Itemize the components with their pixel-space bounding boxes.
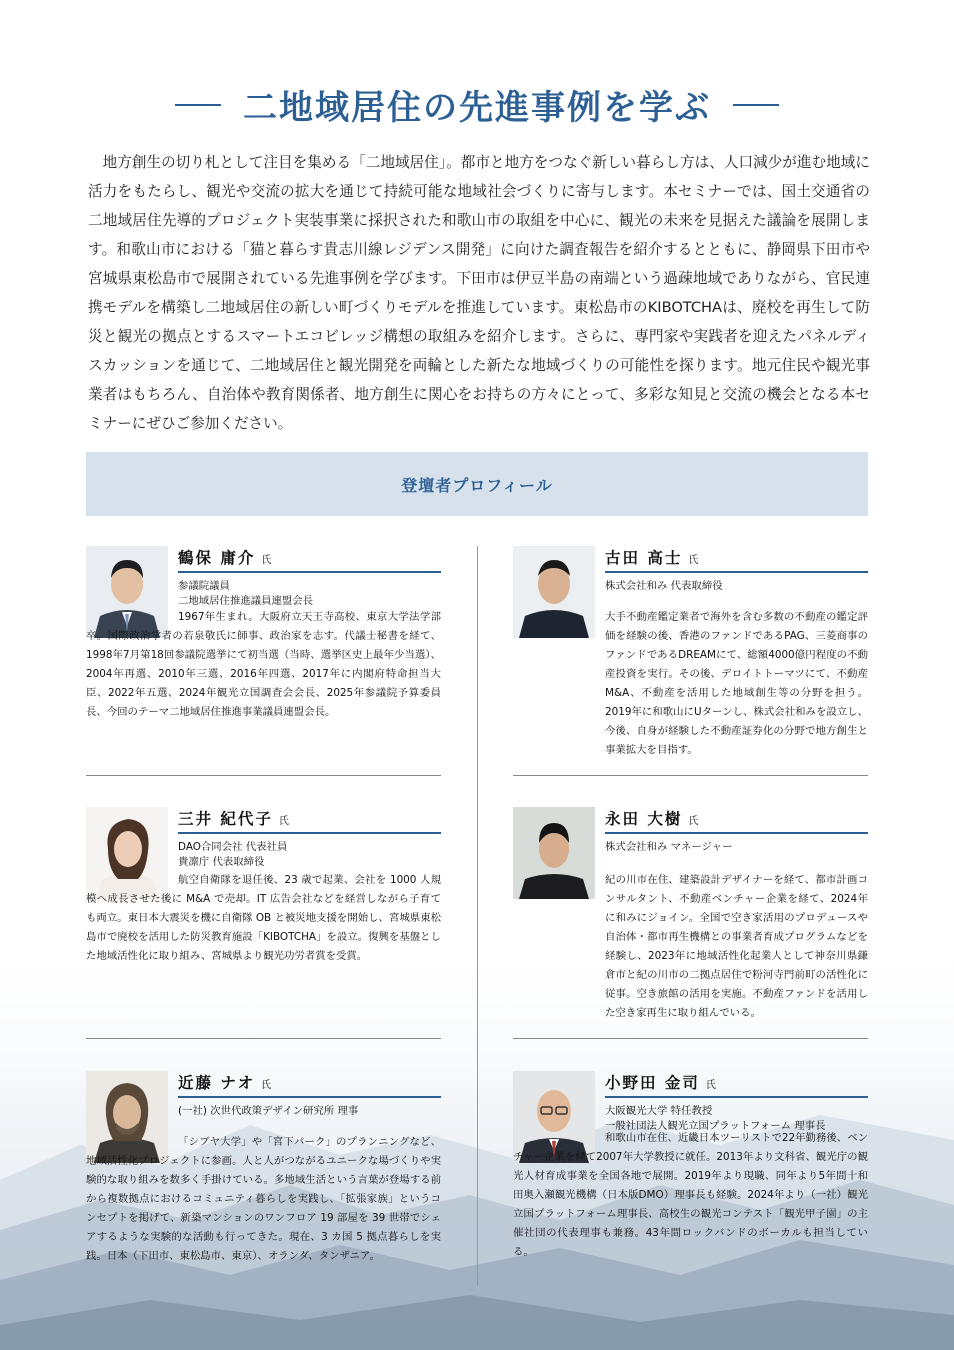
title-right-dash bbox=[733, 104, 779, 106]
speaker-name: 鶴保 庸介 bbox=[178, 549, 256, 567]
speaker-role: 株式会社和み マネージャー bbox=[605, 841, 733, 853]
title-left-dash bbox=[175, 104, 221, 106]
page-title: 二地域居住の先進事例を学ぶ bbox=[243, 88, 711, 128]
speaker-card bbox=[86, 546, 441, 766]
speaker-role: (一社) 次世代政策デザイン研究所 理事 bbox=[178, 1105, 359, 1117]
speaker-honorific: 氏 bbox=[278, 816, 289, 827]
speaker-roles bbox=[178, 579, 441, 609]
speaker-bio: 大手不動産鑑定業者で海外を含む多数の不動産の鑑定評価を経験の後、香港のファンドであるPAG、三菱商事のファンドであるDREAMにて、総額4000億円程度の不動産投資を実行。その後、デロイトトーマツにて、不動産M&A、不動産を活用した地域創生等の分野を担う。2019年に和歌山にUターンし、株式会社和みを設立し、今後、自身が経験した不動産証券化の分野で地方創生と事業拡大を目指す。 bbox=[605, 611, 868, 756]
speaker-card bbox=[86, 807, 441, 1017]
speaker-bio: 1967年生まれ。大阪府立天王寺高校、東京大学法学部卒。国際政治学者の若泉敬氏に師事、政治家を志す。代議士秘書を経て、1998年7月第18回参議院選挙にて初当選（当時、選挙区史上最年少当選）、2004年再選、2010年三選、2016年四選、2017年に内閣府特命担当大臣、2022年五選、2024年観光立国調査会会長、2025年参議院予算委員長、今回のテーマ二地域居住推進事業議員連盟会長。 bbox=[86, 611, 441, 718]
speaker-photo bbox=[513, 546, 595, 638]
speaker-card bbox=[513, 807, 868, 1017]
speaker-name-row bbox=[178, 807, 441, 834]
speaker-bio: 「シブヤ大学」や「宮下パーク」のプランニングなど、地域活性化プロジェクトに参画。人と人がつながるユニークな場づくりや実験的な取り組みを数多く手掛けている。多地域生活という言葉が登場する前から複数拠点におけるコミュニティ暮らしを実践し、「拡張家族」というコンセプトを掲げて、新築マンションのワンフロア 19 部屋を 39 世帯でシェアするような実験的な活動も行ってきた。現在、3 カ国 5 拠点暮らしを実践。日本（下田市、東松島市、東京）、オランダ、タンザニア。 bbox=[86, 1136, 441, 1262]
speaker-name-row bbox=[605, 546, 868, 573]
speaker-bio: 航空自衛隊を退任後、23 歳で起業、会社を 1000 人規模へ成長させた後に M&A で売却。IT 広告会社などを経営しながら子育ても両立。東日本大震災を機に自衛隊 OB と被災地支援を開始し、宮城県東松島市で廃校を活用した防災教育施設「KIBOTCHA」を設立。復興を基盤とした地域活性化に取り組み、宮城県より観光功労者賞を受賞。 bbox=[86, 874, 441, 962]
speaker-role: 参議院議員 bbox=[178, 580, 230, 592]
speaker-name-row bbox=[605, 1071, 868, 1098]
speaker-name: 永田 大樹 bbox=[605, 810, 683, 828]
speaker-honorific: 氏 bbox=[688, 555, 699, 566]
speaker-honorific: 氏 bbox=[261, 555, 272, 566]
speaker-name-row bbox=[605, 807, 868, 834]
speaker-honorific: 氏 bbox=[261, 1080, 272, 1091]
speaker-name: 近藤 ナオ bbox=[178, 1074, 256, 1092]
speaker-role: 大阪観光大学 特任教授 bbox=[605, 1105, 713, 1117]
speaker-bio: 和歌山市在住、近畿日本ツーリストで22年勤務後、ベンチャー企業を経て2007年大学教授に就任。2013年より文科省、観光庁の観光人材育成事業を全国各地で展開。2019年より現職、同年より5年間十和田奥入瀬観光機構（日本版DMO）理事長も経験。2024年より（一社）観光立国プラットフォーム理事長、高校生の観光コンテスト「観光甲子園」の主催社団の代表理事も兼務。43年間ロックバンドのボーカルも担当している。 bbox=[513, 1132, 868, 1258]
row-divider bbox=[86, 1038, 441, 1039]
speaker-role: DAO合同会社 代表社員 bbox=[178, 841, 288, 853]
speaker-info bbox=[605, 807, 868, 855]
speaker-card bbox=[513, 546, 868, 766]
speaker-honorific: 氏 bbox=[688, 816, 699, 827]
speaker-name: 古田 高士 bbox=[605, 549, 683, 567]
speaker-card bbox=[513, 1071, 868, 1291]
profile-banner bbox=[86, 452, 868, 516]
speaker-name-row bbox=[178, 1071, 441, 1098]
speaker-roles bbox=[178, 840, 441, 870]
speaker-role: 貴凛庁 代表取締役 bbox=[178, 856, 265, 868]
row-divider bbox=[513, 1038, 868, 1039]
speaker-info bbox=[178, 546, 441, 609]
row-divider bbox=[86, 775, 441, 776]
speaker-honorific: 氏 bbox=[705, 1080, 716, 1091]
profile-heading: 登壇者プロフィール bbox=[401, 475, 553, 495]
page-title-row bbox=[0, 80, 954, 129]
speaker-info bbox=[605, 546, 868, 594]
intro-paragraph: 地方創生の切り札として注目を集める「二地域居住」。都市と地方をつなぐ新しい暮らし方は、人口減少が進む地域に活力をもたらし、観光や交流の拡大を通じて持続可能な地域社会づくりに寄与します。本セミナーでは、国土交通省の二地域居住先導的プロジェクト実装事業に採択された和歌山市の取組を中心に、観光の未来を見据えた議論を展開します。和歌山市における「猫と暮らす貴志川線レジデンス開発」に向けた調査報告を紹介するとともに、静岡県下田市や宮城県東松島市で展開されている先進事例を学びます。下田市は伊豆半島の南端という過疎地域でありながら、官民連携モデルを構築し二地域居住の新しい町づくりモデルを推進しています。東松島市のKIBOTCHAは、廃校を再生して防災と観光の拠点とするスマートエコビレッジ構想の取組みを紹介します。さらに、専門家や実践者を迎えたパネルディスカッションを通じて、二地域居住と観光開発を両輪とした新たな地域づくりの可能性を探ります。地元住民や観光事業者はもちろん、自治体や教育関係者、地方創生に関心をお持ちの方々にとって、多彩な知見と交流の機会となる本セミナーにぜひご参加ください。 bbox=[88, 154, 871, 432]
speaker-role: 株式会社和み 代表取締役 bbox=[605, 580, 723, 592]
speaker-info bbox=[178, 1071, 441, 1119]
speaker-roles bbox=[178, 1104, 441, 1119]
speaker-name: 小野田 金司 bbox=[605, 1074, 700, 1092]
speaker-roles bbox=[605, 579, 868, 594]
row-divider bbox=[513, 775, 868, 776]
speaker-role: 二地域居住推進議員連盟会長 bbox=[178, 595, 314, 607]
column-divider bbox=[477, 546, 478, 1286]
speaker-info bbox=[605, 1071, 868, 1134]
speaker-card bbox=[86, 1071, 441, 1291]
speaker-bio: 紀の川市在住、建築設計デザイナーを経て、都市計画コンサルタント、不動産ベンチャー企業を経て、2024年に和みにジョイン。全国で空き家活用のプロデュースや自治体・都市再生機構との事業者育成プログラムなどを経験し、2023年に地域活性化起業人として神奈川県鎌倉市と紀の川市の二拠点居住で粉河寺門前町の活性化に従事。空き旅館の活用を実施。不動産ファンドを活用した空き家再生に取り組んでいる。 bbox=[605, 874, 868, 1019]
speaker-info bbox=[178, 807, 441, 870]
speaker-photo bbox=[513, 807, 595, 899]
speaker-roles bbox=[605, 840, 868, 855]
speaker-name: 三井 紀代子 bbox=[178, 810, 273, 828]
speaker-name-row bbox=[178, 546, 441, 573]
speaker-role: 一般社団法人観光立国プラットフォーム 理事長 bbox=[605, 1120, 826, 1132]
